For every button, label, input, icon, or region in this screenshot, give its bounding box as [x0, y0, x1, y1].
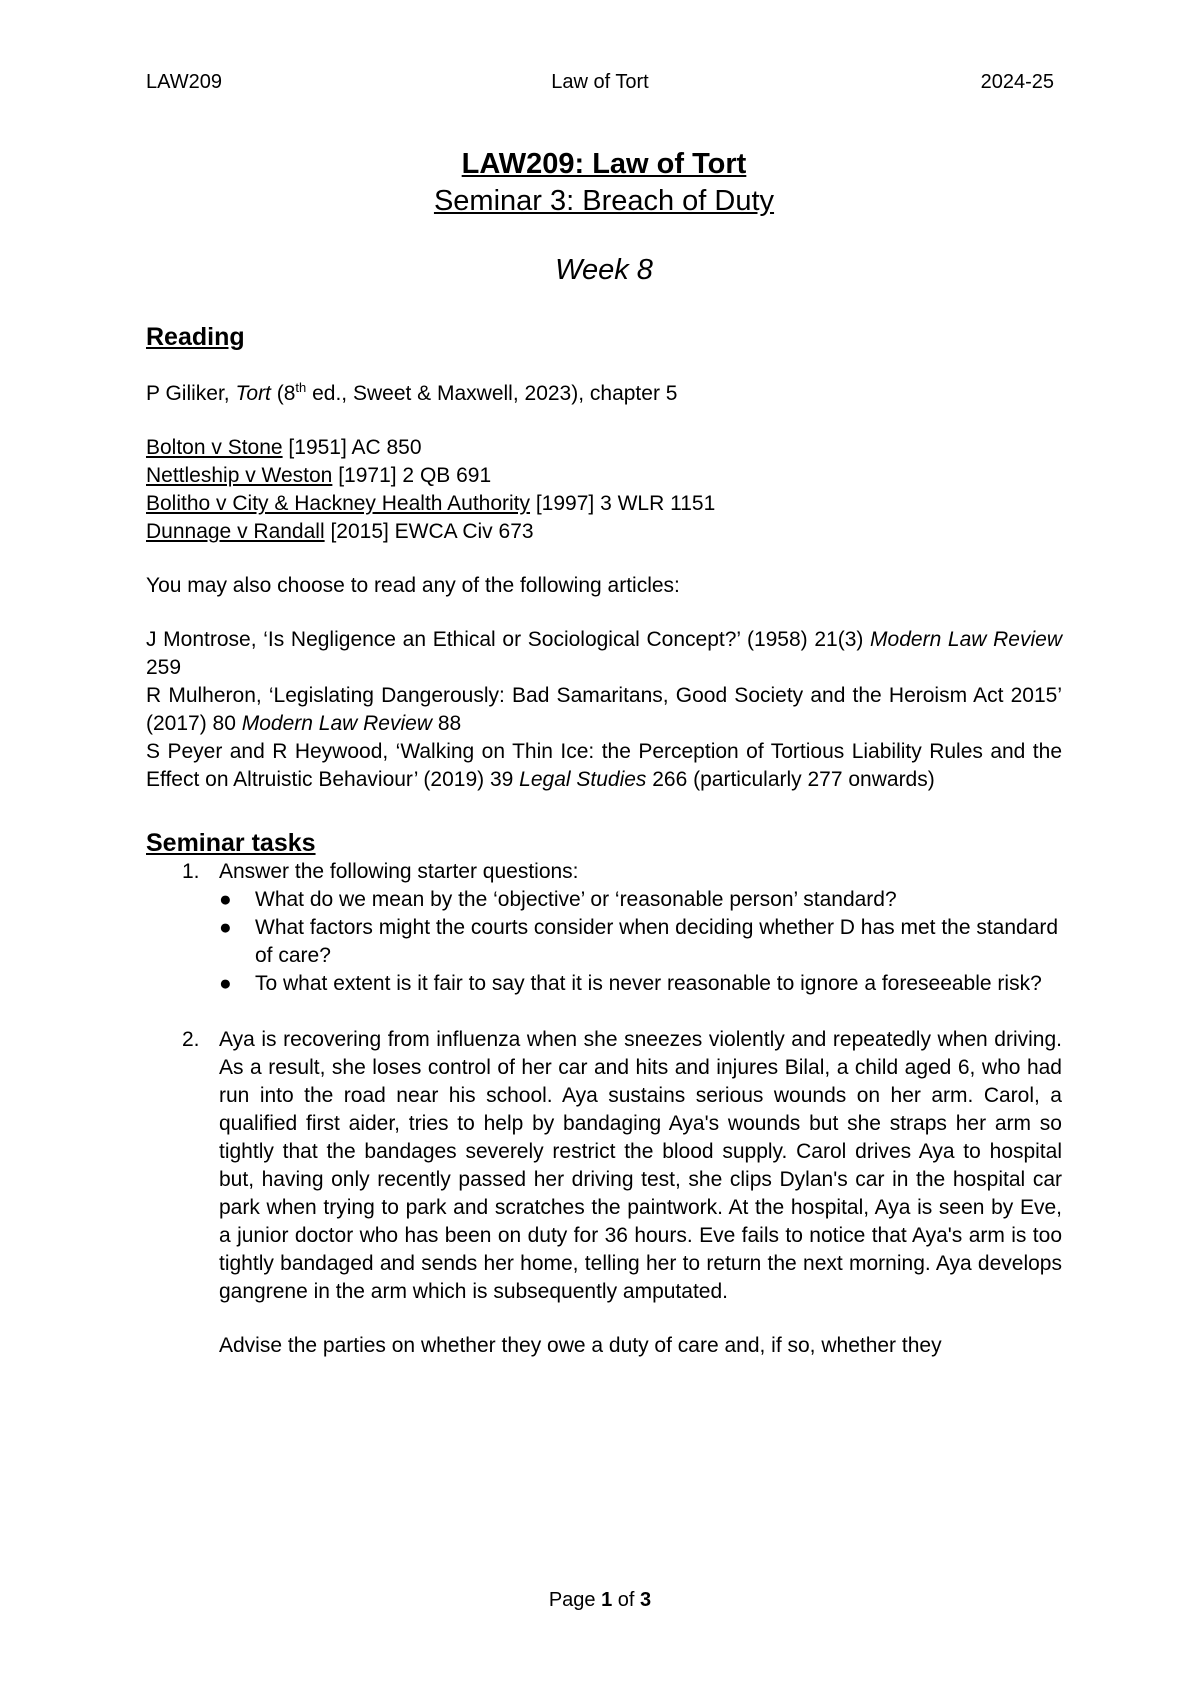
case-item [146, 518, 1062, 546]
seminar-title: Seminar 3: Breach of Duty [433, 185, 775, 217]
article-journal: Modern Law Review [870, 628, 1062, 651]
page-of-word: of [612, 1589, 641, 1611]
task-instruction: Advise the parties on whether they owe a duty of care and, if so, whether they [219, 1334, 942, 1357]
textbook-edition-sup: th [295, 380, 307, 395]
header-course-code: LAW209 [146, 71, 222, 93]
question-item [219, 914, 1062, 970]
case-name: Nettleship v Weston [146, 464, 333, 487]
article-item [146, 738, 1062, 794]
case-name: Bolton v Stone [146, 436, 283, 459]
textbook-publisher: ed., Sweet & Maxwell, 2023), chapter 5 [306, 382, 678, 405]
article-citation: R Mulheron, ‘Legislating Dangerously: Bad Samaritans, Good Society and the Heroism Act 2015’ (2017) 80 [146, 684, 1062, 735]
header-year: 2024-25 [980, 71, 1054, 93]
question-item [219, 970, 1062, 998]
bullet-icon: ● [219, 888, 232, 911]
question-text: What do we mean by the ‘objective’ or ‘reasonable person’ standard? [255, 888, 897, 911]
page-total: 3 [640, 1589, 652, 1611]
case-citation: [1951] AC 850 [282, 436, 422, 459]
week-label: Week 8 [555, 254, 653, 286]
article-journal: Modern Law Review [241, 712, 432, 735]
article-page: 266 (particularly 277 onwards) [646, 768, 935, 791]
task-item [146, 858, 1062, 998]
page-word: Page [548, 1589, 602, 1611]
seminar-tasks-heading: Seminar tasks [146, 829, 316, 857]
question-text: What factors might the courts consider when deciding whether D has met the standard of care? [255, 916, 1059, 967]
article-journal: Legal Studies [519, 768, 647, 791]
page-number: 1 [601, 1589, 613, 1611]
textbook-title: Tort [235, 382, 271, 405]
case-citation: [1971] 2 QB 691 [332, 464, 492, 487]
textbook-author: P Giliker, [146, 382, 236, 405]
task-item [146, 1026, 1062, 1360]
header-course-name: Law of Tort [551, 71, 649, 93]
article-item [146, 626, 1062, 682]
reading-heading: Reading [146, 323, 245, 351]
case-name: Dunnage v Randall [146, 520, 325, 543]
task-number: 2. [182, 1028, 200, 1051]
article-item [146, 682, 1062, 738]
bullet-icon: ● [219, 916, 232, 939]
article-citation: S Peyer and R Heywood, ‘Walking on Thin Ice: the Perception of Tortious Liability Rules and the Effect on Altruistic Behaviour’ (2019) 39 [146, 740, 1062, 791]
task-text: Answer the following starter questions: [219, 860, 579, 883]
textbook-edition: (8 [270, 382, 296, 405]
document-body [146, 146, 1062, 1360]
starter-questions [219, 886, 1062, 998]
document-title: LAW209: Law of Tort [461, 148, 747, 180]
textbook-reference [146, 380, 1062, 408]
question-item [219, 886, 1062, 914]
case-item [146, 434, 1062, 462]
case-item [146, 490, 1062, 518]
article-page: 259 [146, 656, 182, 679]
case-name: Bolitho v City & Hackney Health Authority [146, 492, 531, 515]
question-text: To what extent is it fair to say that it is never reasonable to ignore a foreseeable risk? [255, 972, 1042, 995]
task-number: 1. [182, 860, 200, 883]
articles-intro: You may also choose to read any of the following articles: [146, 574, 680, 597]
case-citation: [2015] EWCA Civ 673 [324, 520, 534, 543]
case-list [146, 434, 1062, 546]
task-text: Aya is recovering from influenza when she sneezes violently and repeatedly when driving. As a result, she loses control of her car and hits and injures Bilal, a child aged 6, who had run into the road near his school. Aya sustains serious wounds on her arm. Carol, a qualified first aider, tries to help by bandaging Aya's wounds but she straps her arm so tightly that the bandages severely restrict the blood supply. Carol drives Aya to hospital but, having only recently passed her driving test, she clips Dylan's car in the hospital car park when trying to park and scratches the paintwork. At the hospital, Aya is seen by Eve, a junior doctor who has been on duty for 36 hours. Eve fails to notice that Aya's arm is too tightly bandaged and sends her home, telling her to return the next morning. Aya develops gangrene in the arm which is subsequently amputated. [219, 1028, 1062, 1303]
page-footer [0, 1588, 1200, 1612]
task-list [146, 858, 1062, 1360]
bullet-icon: ● [219, 972, 232, 995]
case-citation: [1997] 3 WLR 1151 [530, 492, 716, 515]
case-item [146, 462, 1062, 490]
article-citation: J Montrose, ‘Is Negligence an Ethical or Sociological Concept?’ (1958) 21(3) [146, 628, 871, 651]
article-page: 88 [432, 712, 462, 735]
